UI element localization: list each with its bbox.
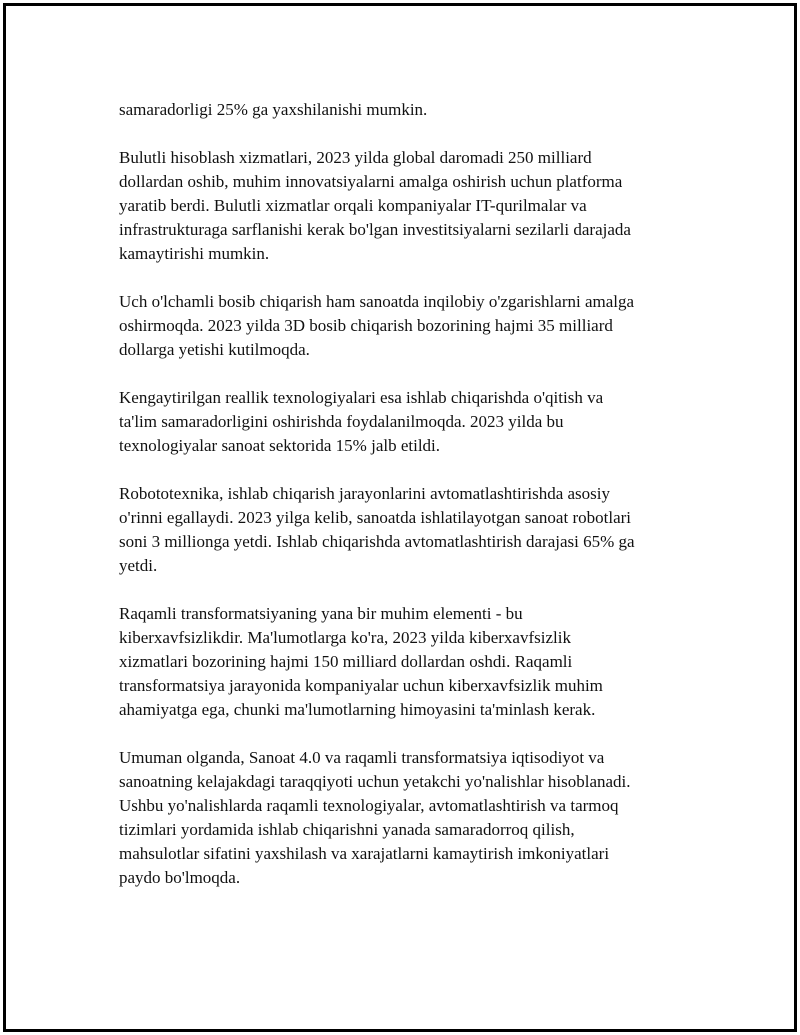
page-frame	[3, 3, 797, 1032]
paragraph-2: Bulutli hisoblash xizmatlari, 2023 yilda global daromadi 250 milliard dollardan oshib, muhim innovatsiyalarni amalga oshirish uchun platforma yaratib berdi. Bulutli xizmatlar orqali kompaniyalar IT-qurilmalar va infrastrukturaga sarflanishi kerak bo'lgan investitsiyalarni sezilarli darajada kamaytirishi mumkin.	[119, 148, 631, 263]
paragraph-7: Umuman olganda, Sanoat 4.0 va raqamli transformatsiya iqtisodiyot va sanoatning kelajakdagi taraqqiyoti uchun yetakchi yo'nalishlar hisoblanadi. Ushbu yo'nalishlarda raqamli texnologiyalar, avtomatlashtirish va tarmoq tizimlari yordamida ishlab chiqarishni yanada samaradorroq qilish, mahsulotlar sifatini yaxshilash va xarajatlarni kamaytirish imkoniyatlari paydo bo'lmoqda.	[119, 748, 631, 887]
paragraph-6: Raqamli transformatsiyaning yana bir muhim elementi - bu kiberxavfsizlikdir. Ma'lumotlarga ko'ra, 2023 yilda kiberxavfsizlik xizmatlari bozorining hajmi 150 milliard dollardan oshdi. Raqamli transformatsiya jarayonida kompaniyalar uchun kiberxavfsizlik muhim ahamiyatga ega, chunki ma'lumotlarning himoyasini ta'minlash kerak.	[119, 604, 603, 719]
paragraph-5: Robototexnika, ishlab chiqarish jarayonlarini avtomatlashtirishda asosiy o'rinni egallaydi. 2023 yilga kelib, sanoatda ishlatilayotgan sanoat robotlari soni 3 millionga yetdi. Ishlab chiqarishda avtomatlashtirish darajasi 65% ga yetdi.	[119, 484, 635, 575]
document-body	[119, 98, 689, 914]
paragraph-3: Uch o'lchamli bosib chiqarish ham sanoatda inqilobiy o'zgarishlarni amalga oshirmoqda. 2023 yilda 3D bosib chiqarish bozorining hajmi 35 milliard dollarga yetishi kutilmoqda.	[119, 292, 635, 359]
paragraph-4: Kengaytirilgan reallik texnologiyalari esa ishlab chiqarishda o'qitish va ta'lim samaradorligini oshirishda foydalanilmoqda. 2023 yilda bu texnologiyalar sanoat sektorida 15% jalb etildi.	[119, 388, 604, 455]
paragraph-1: samaradorligi 25% ga yaxshilanishi mumkin.	[119, 100, 428, 119]
